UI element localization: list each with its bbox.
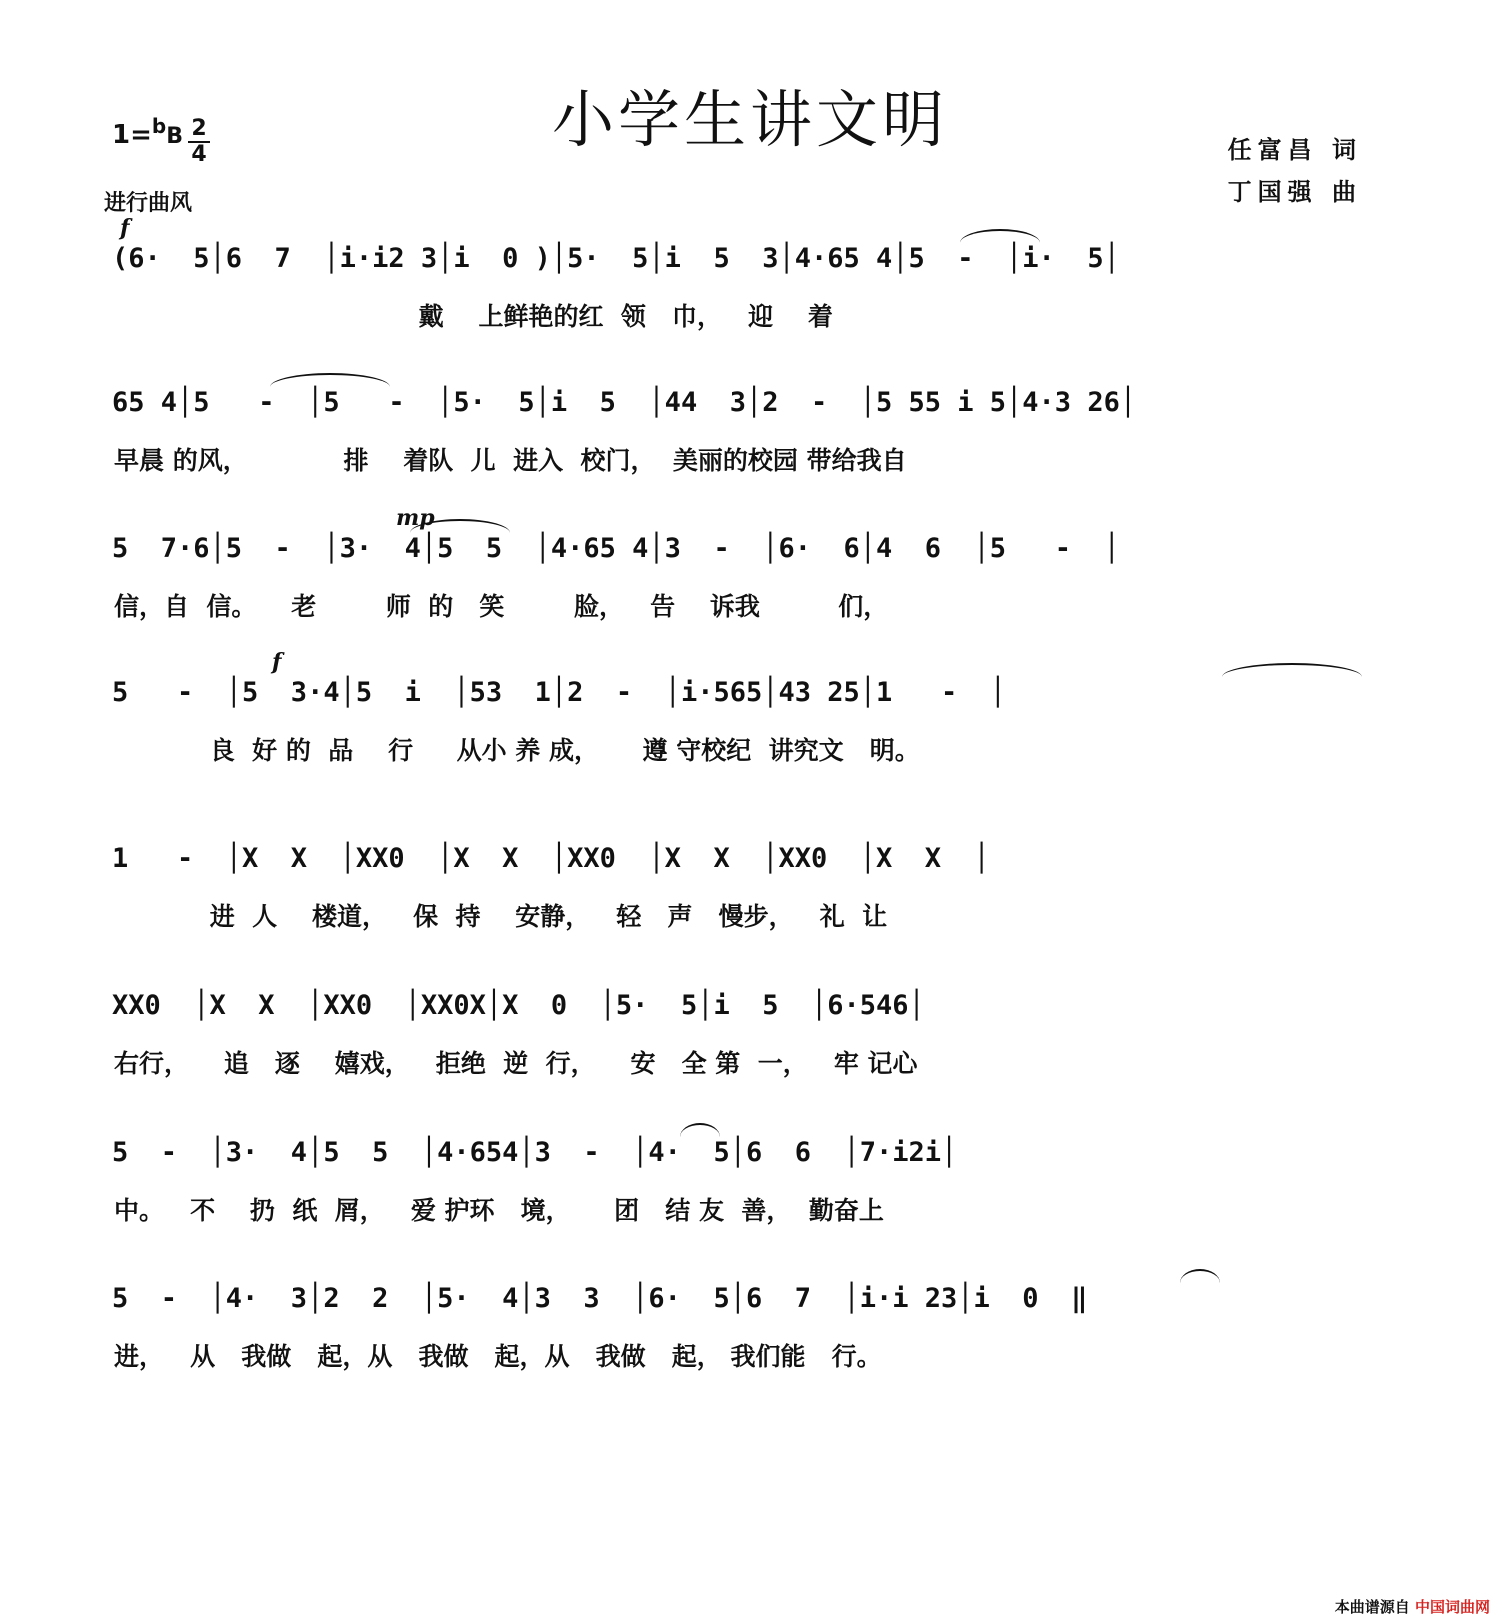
key-note: B (166, 124, 183, 149)
dynamic-mark: mp (396, 505, 435, 531)
key-flat: b (151, 114, 167, 138)
time-top: 2 (191, 116, 207, 141)
song-title: 小学生讲文明 (551, 83, 948, 156)
slur-mark (960, 229, 1040, 243)
lyrics-line: 戴 上鲜艳的红 领 巾， 迎 着 (114, 302, 833, 331)
time-bottom: 4 (191, 142, 207, 167)
lyrics-line: 良 好 的 品 行 从小 养 成， 遵 守校纪 讲究文 明。 (114, 736, 920, 765)
slur-mark (1180, 1269, 1220, 1283)
lyrics-line: 早晨 的风， 排 着队 儿 进入 校门， 美丽的校园 带给我自 (114, 446, 907, 475)
notation-line: 65 4│5 - │5 - │5· 5│i 5 │44 3│2 - │5 55 i 5│4·3 26│ (112, 387, 1137, 418)
source-label: 本曲谱源自 (1334, 1598, 1410, 1616)
time-signature (188, 118, 210, 166)
key-prefix: 1= (112, 120, 152, 150)
dynamic-mark: f (272, 649, 282, 675)
composer-credit: 丁国强 曲 (1227, 178, 1362, 206)
slur-mark (270, 373, 390, 387)
footer-watermark (1335, 1596, 1490, 1617)
notation-line: 1 - │X X │XX0 │X X │XX0 │X X │XX0 │X X │ (112, 843, 990, 874)
lyrics-line: 进 人 楼道， 保 持 安静， 轻 声 慢步， 礼 让 (114, 902, 888, 931)
site-name: 中国词曲网 (1414, 1598, 1490, 1616)
slur-mark (680, 1123, 720, 1137)
notation-line: (6· 5│6 7 │i·i2 3│i 0 )│5· 5│i 5 3│4·65 4│5 - │i· 5│ (112, 243, 1120, 274)
lyrics-line: 进， 从 我做 起，从 我做 起，从 我做 起， 我们能 行。 (114, 1342, 882, 1371)
notation-line: 5 - │5 3·4│5 i │53 1│2 - │i·565│43 25│1 - │ (112, 677, 1007, 708)
dynamic-mark: f (120, 215, 130, 241)
lyricist-credit: 任富昌 词 (1227, 136, 1362, 164)
tempo-style: 进行曲风 (104, 191, 193, 216)
notation-line: 5 7·6│5 - │3· 4│5 5 │4·65 4│3 - │6· 6│4 6 │5 - │ (112, 533, 1120, 564)
slur-mark (1222, 663, 1362, 677)
lyrics-line: 中。 不 扔 纸 屑， 爱 护环 境， 团 结 友 善， 勤奋上 (114, 1196, 884, 1225)
notation-line: 5 - │4· 3│2 2 │5· 4│3 3 │6· 5│6 7 │i·i 23│i 0 ‖ (112, 1283, 1088, 1314)
lyrics-line: 信，自 信。 老 师 的 笑 脸， 告 诉我 们， (114, 592, 889, 621)
key-signature (112, 114, 183, 150)
notation-line: 5 - │3· 4│5 5 │4·654│3 - │4· 5│6 6 │7·i2i│ (112, 1137, 958, 1168)
notation-line: XX0 │X X │XX0 │XX0X│X 0 │5· 5│i 5 │6·546│ (112, 990, 925, 1021)
lyrics-line: 右行， 追 逐 嬉戏， 拒绝 逆 行， 安 全 第 一， 牢 记心 (114, 1049, 918, 1078)
